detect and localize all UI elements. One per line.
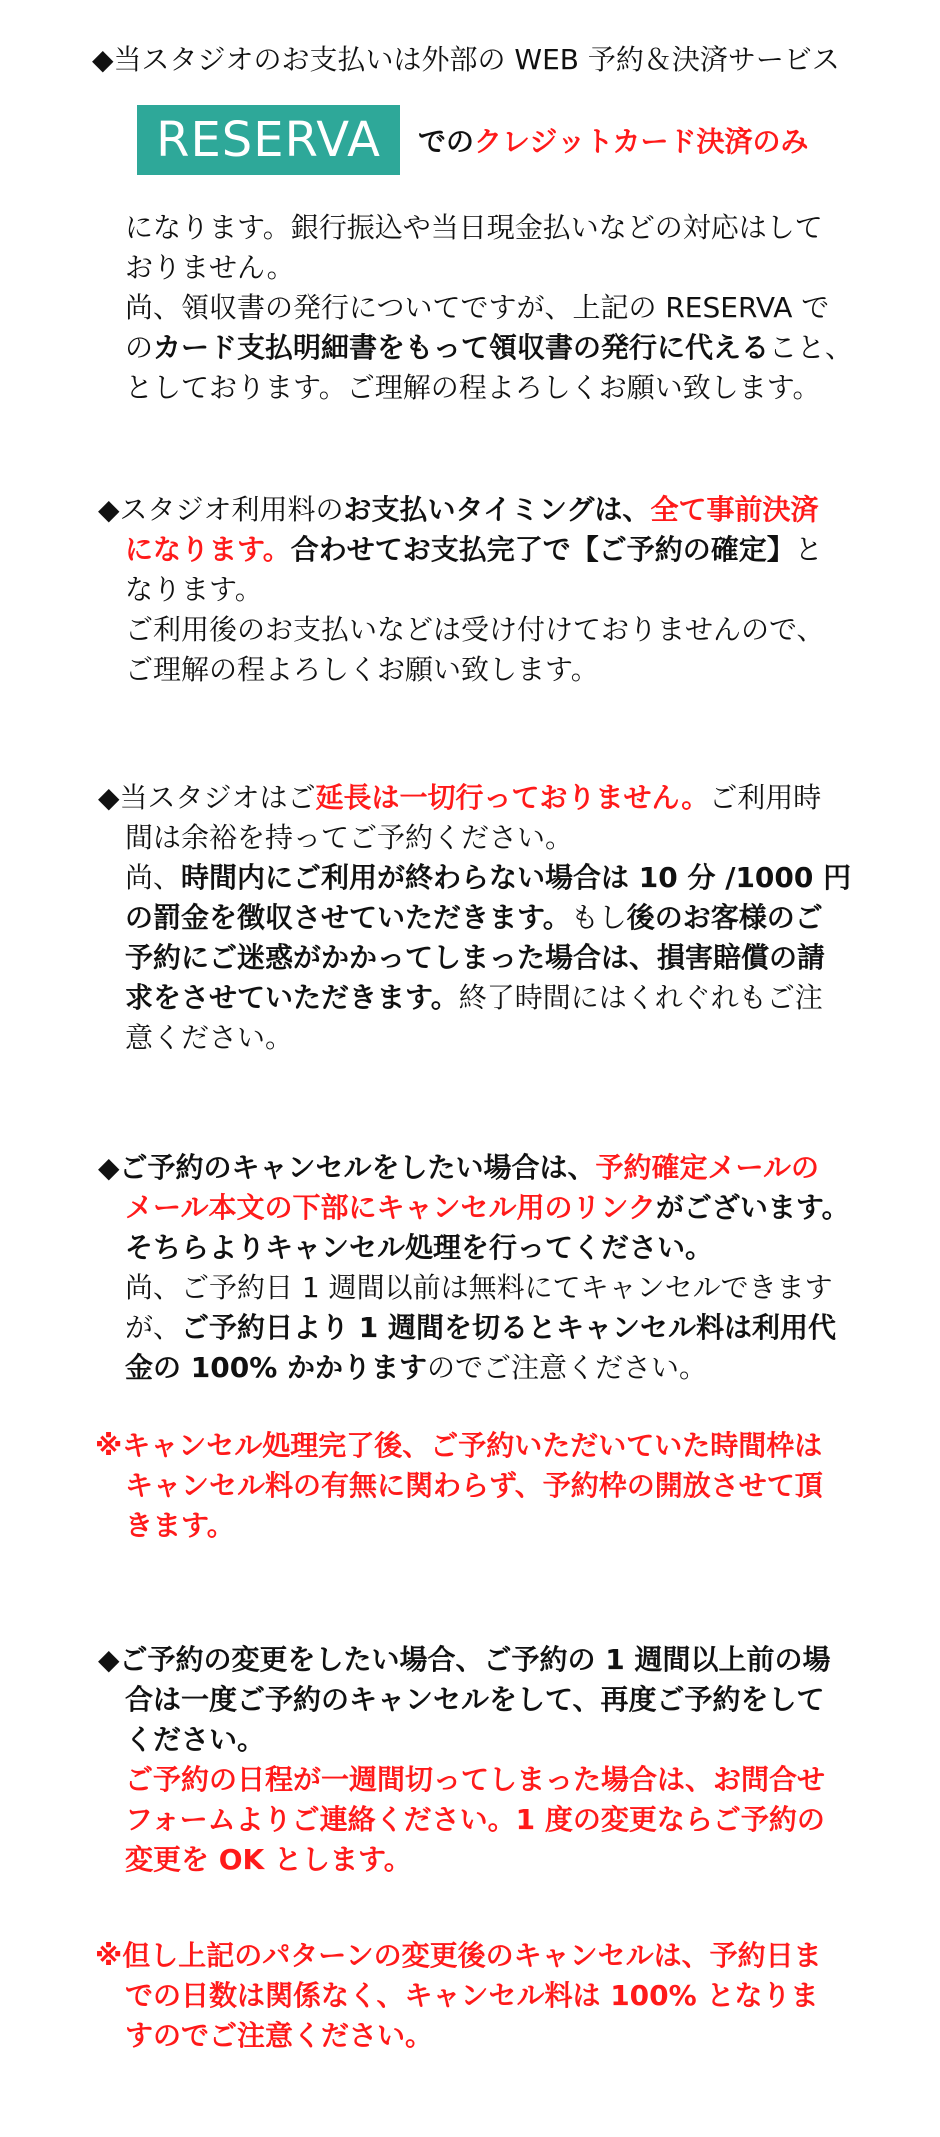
cancel-line-2-suffix: がございます。: [655, 1191, 850, 1224]
extension-line-1-prefix: ◆当スタジオはご: [98, 781, 316, 814]
extension-line-2: 間は余裕を持ってご予約ください。: [125, 821, 574, 854]
payment-line-5: 尚、領収書の発行についてですが、上記の RESERVA で: [125, 291, 830, 324]
cancel-line-4: 尚、ご予約日 1 週間以前は無料にてキャンセルできます: [125, 1271, 833, 1304]
reserva-logo: RESERVA: [137, 105, 400, 175]
prepay-highlight: 全て事前決済: [650, 493, 819, 526]
payment-line-6: [125, 328, 853, 368]
extension-line-4: [125, 898, 823, 938]
payment-line-6-suffix: こと、: [769, 331, 854, 364]
timing-highlight: お支払いタイミングは、: [343, 493, 651, 526]
change-line-1: ◆ご予約の変更をしたい場合、ご予約の 1 週間以上前の場: [98, 1643, 831, 1676]
timing-line-4: ご利用後のお支払いなどは受け付けておりませんので、: [125, 613, 825, 646]
cancel-link-highlight-cont: メール本文の下部にキャンセル用のリンク: [125, 1191, 656, 1224]
cancel-line-2: [125, 1188, 850, 1228]
change-line-6: 変更を OK とします。: [125, 1843, 412, 1876]
cancel-note-line-3: きます。: [125, 1509, 235, 1542]
booking-confirm-highlight: 合わせてお支払完了で【ご予約の確定】: [290, 533, 795, 566]
change-note-line-1: ※但し上記のパターンの変更後のキャンセルは、予約日ま: [95, 1939, 822, 1972]
timing-line-3: なります。: [125, 573, 263, 606]
payment-section: [0, 0, 940, 420]
payment-timing-section: [0, 490, 940, 710]
extension-line-6: [125, 978, 823, 1018]
change-note-section: [0, 1936, 940, 2066]
cancel-fee-highlight-cont: 金の 100% かかります: [125, 1351, 427, 1384]
cancel-fee-highlight: ご予約日より 1 週間を切るとキャンセル料は利用代: [181, 1311, 836, 1344]
prepay-highlight-cont: になります。: [125, 533, 291, 566]
timing-line-2: [125, 530, 823, 570]
cancel-note-line-1: ※キャンセル処理完了後、ご予約いただいていた時間枠は: [95, 1429, 823, 1462]
extension-line-7: 意ください。: [125, 1021, 294, 1054]
cancel-line-6-suffix: のでご注意ください。: [427, 1351, 708, 1384]
change-line-2: 合は一度ご予約のキャンセルをして、再度ご予約をして: [125, 1683, 825, 1716]
payment-intro-line: ◆当スタジオのお支払いは外部の WEB 予約＆決済サービス: [92, 43, 840, 76]
change-line-3: ください。: [125, 1723, 266, 1756]
extension-line-5: 予約にご迷惑がかかってしまった場合は、損害賠償の請: [125, 941, 826, 974]
extension-section: [0, 778, 940, 1078]
change-section: [0, 1640, 940, 1900]
change-line-5: フォームよりご連絡ください。1 度の変更ならご予約の: [125, 1803, 825, 1836]
payment-method-line: [418, 122, 808, 162]
change-note-line-3: すのでご注意ください。: [125, 2019, 434, 2052]
cancel-line-5-prefix: が、: [125, 1311, 182, 1344]
extension-line-3-prefix: 尚、: [125, 861, 182, 894]
receipt-statement-highlight: カード支払明細書をもって領収書の発行に代える: [153, 331, 770, 364]
timing-line-1-prefix: ◆スタジオ利用料の: [98, 493, 344, 526]
timing-line-2-suffix: と: [794, 533, 823, 566]
penalty-highlight-cont: の罰金を徴収させていただきます。: [125, 901, 571, 934]
extension-line-6-suffix: 終了時間にはくれぐれもご注: [458, 981, 823, 1014]
penalty-highlight: 時間内にご利用が終わらない場合は 10 分 /1000 円: [181, 861, 852, 894]
cancel-line-3: そちらよりキャンセル処理を行ってください。: [125, 1231, 714, 1264]
cancel-line-6: [125, 1348, 707, 1388]
cancel-line-5: [125, 1308, 836, 1348]
change-line-4: ご予約の日程が一週間切ってしまった場合は、お問合せ: [125, 1763, 826, 1796]
payment-line-3: になります。銀行振込や当日現金払いなどの対応はして: [125, 211, 823, 244]
cancel-intro: ◆ご予約のキャンセルをしたい場合は、: [98, 1151, 596, 1184]
payment-line-7: としております。ご理解の程よろしくお願い致します。: [125, 371, 821, 404]
cancel-note-section: [0, 1426, 940, 1556]
payment-method-prefix: での: [418, 125, 475, 158]
payment-line-4: おりません。: [125, 251, 295, 284]
no-extension-highlight: 延長は一切行っておりません。: [315, 781, 710, 814]
credit-card-only-highlight: クレジットカード決済のみ: [474, 125, 809, 158]
damages-highlight-cont: 求をさせていただきます。: [125, 981, 459, 1014]
cancel-link-highlight: 予約確定メールの: [595, 1151, 819, 1184]
timing-line-1: [98, 490, 818, 530]
cancel-note-line-2: キャンセル料の有無に関わらず、予約枠の開放させて頂: [125, 1469, 823, 1502]
cancel-section: [0, 1148, 940, 1408]
cancel-line-1: [98, 1148, 819, 1188]
change-note-line-2: での日数は関係なく、キャンセル料は 100% となりま: [125, 1979, 819, 2012]
extension-line-1: [98, 778, 821, 818]
extension-line-3: [125, 858, 851, 898]
extension-line-1-suffix: ご利用時: [709, 781, 822, 814]
extension-line-4-middle: もし: [570, 901, 627, 934]
timing-line-5: ご理解の程よろしくお願い致します。: [125, 653, 599, 686]
damages-highlight: 後のお客様のご: [626, 901, 823, 934]
payment-line-6-prefix: の: [125, 331, 154, 364]
